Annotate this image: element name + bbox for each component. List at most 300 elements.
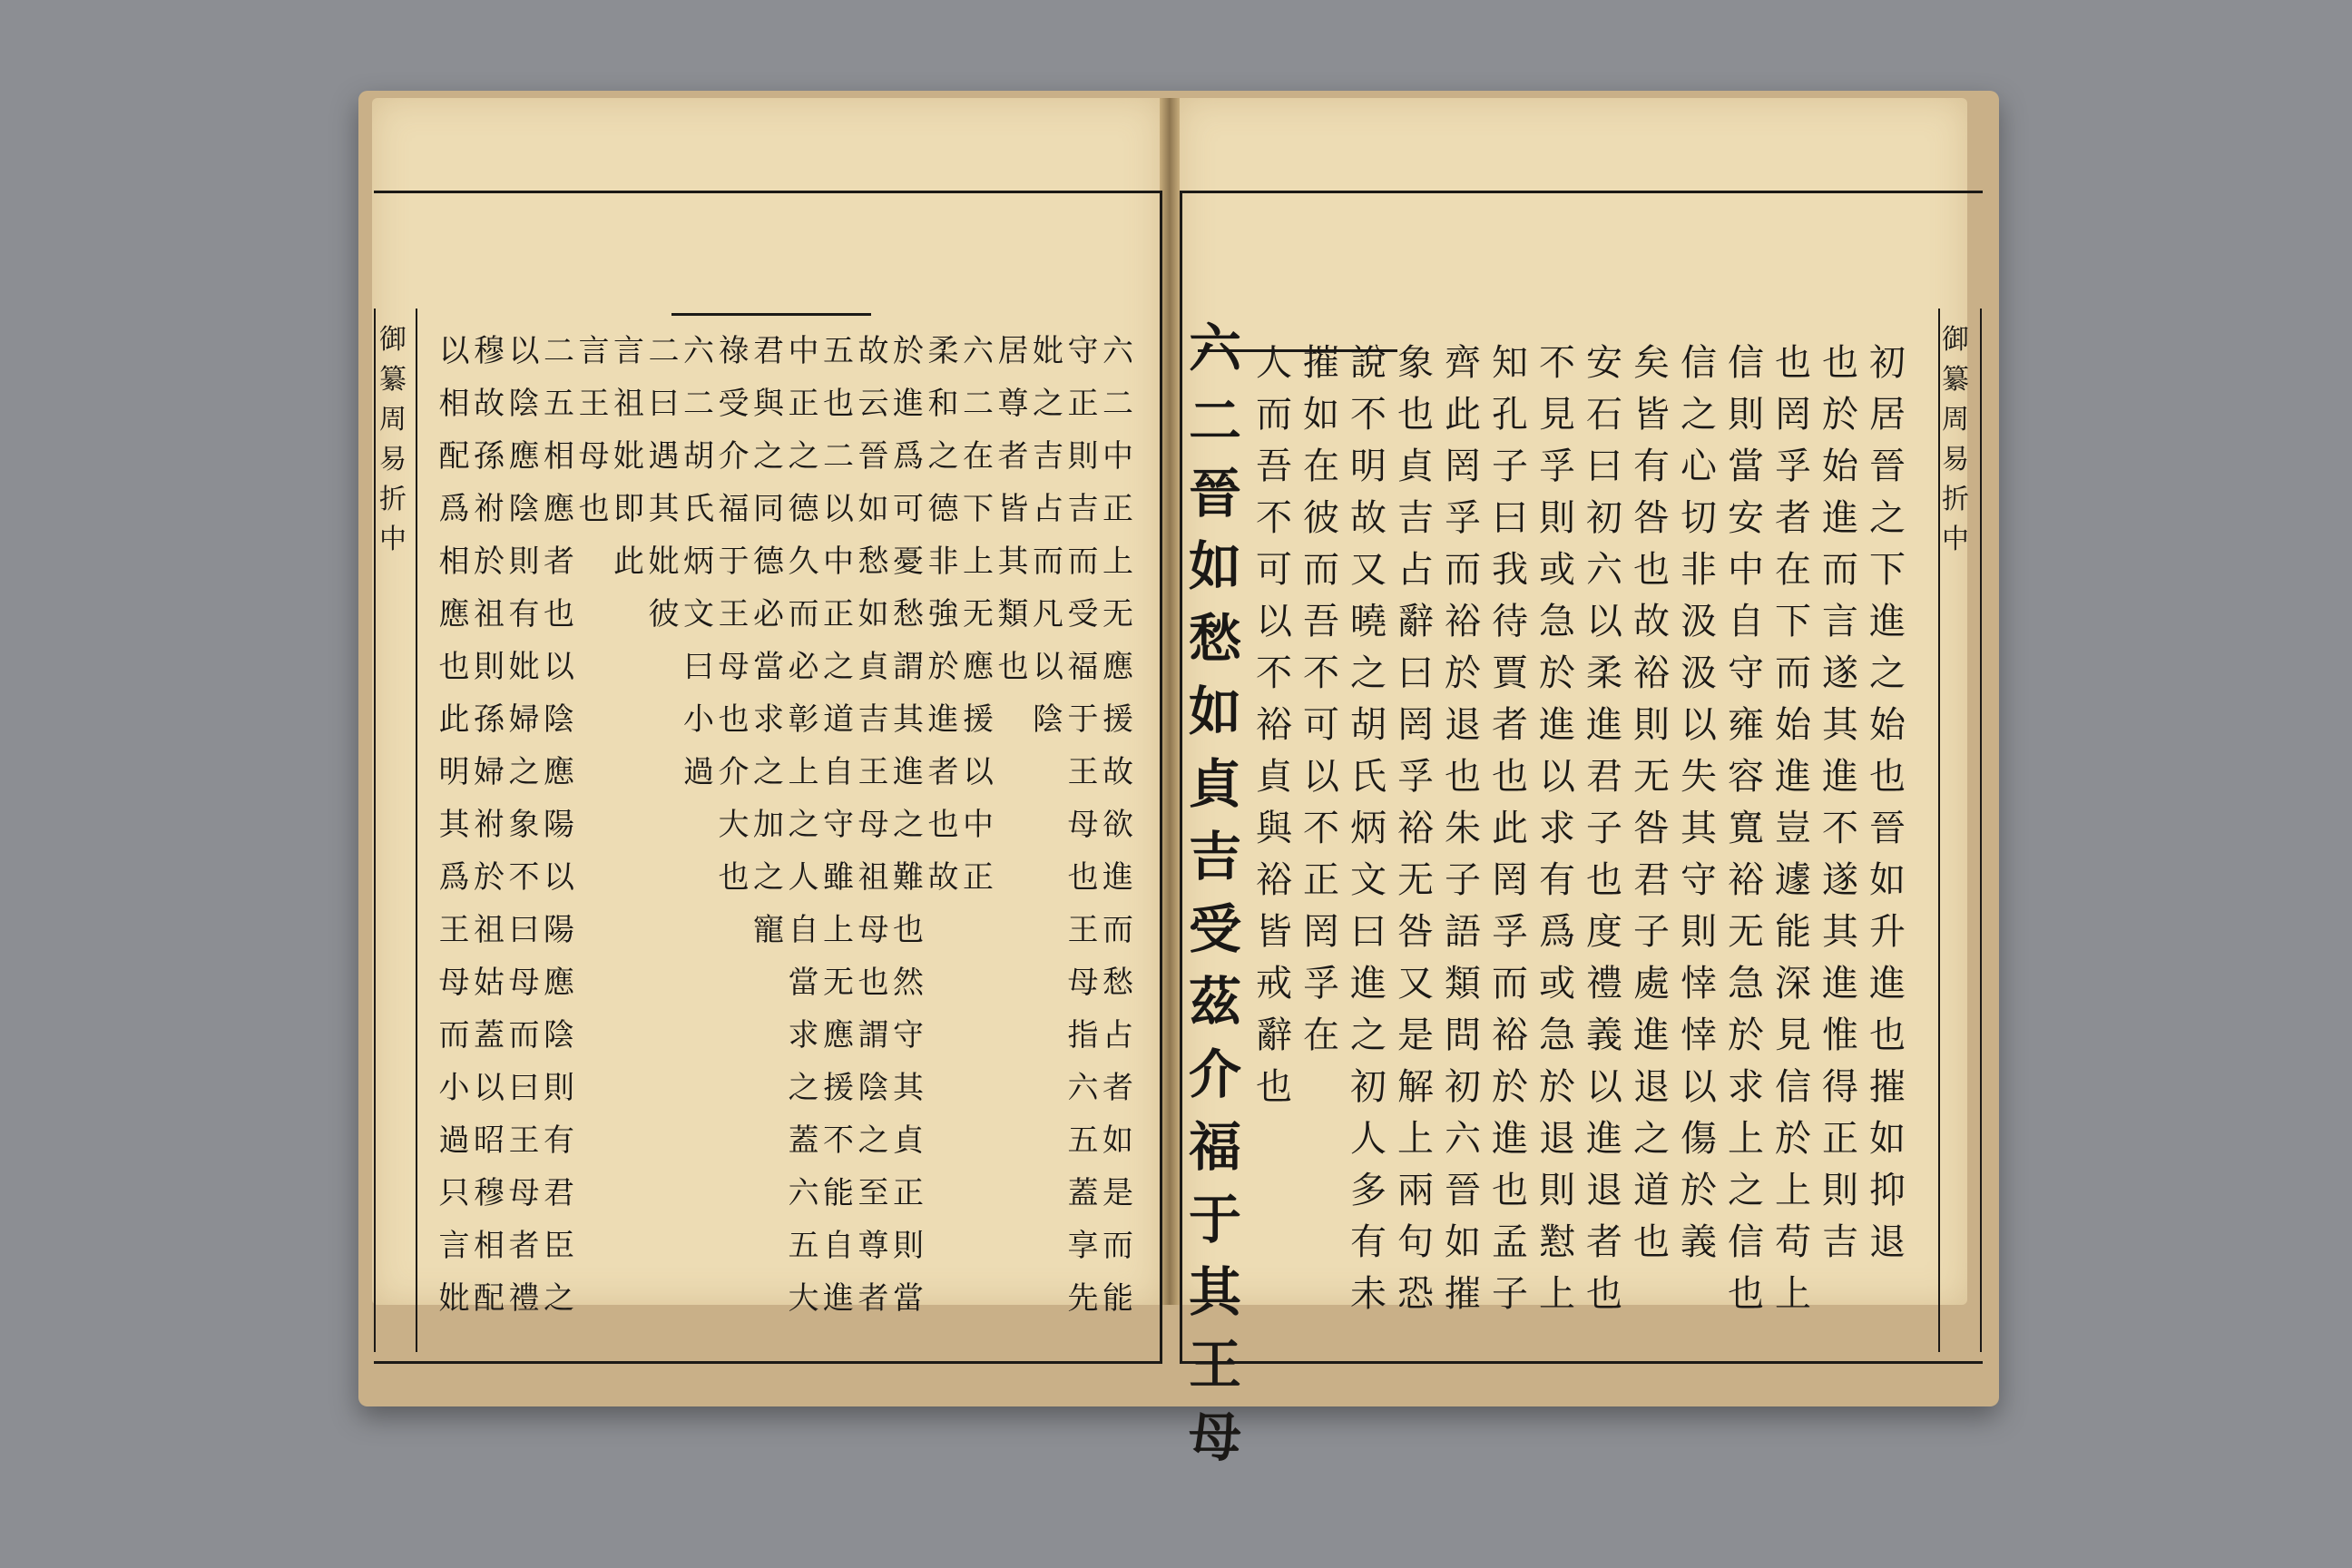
glyph: 咎 xyxy=(1633,497,1670,539)
glyph: 進 xyxy=(1822,756,1858,798)
glyph: 也 xyxy=(1492,756,1528,798)
glyph: 則 xyxy=(1633,704,1670,746)
glyph: 也 xyxy=(1586,1273,1622,1315)
glyph: 裕 xyxy=(1728,859,1764,901)
glyph: 初 xyxy=(1350,1066,1387,1108)
glyph: 自 xyxy=(1728,601,1764,642)
glyph: 者 xyxy=(927,754,959,790)
glyph: 子 xyxy=(1445,859,1481,901)
glyph: 退 xyxy=(1869,1221,1906,1263)
glyph: 母 xyxy=(1067,965,1099,1001)
glyph: 如 xyxy=(1445,1221,1481,1263)
glyph: 安 xyxy=(1586,342,1622,384)
glyph: 咎 xyxy=(1397,911,1434,953)
glyph: 祖 xyxy=(474,912,505,948)
glyph: 吉 xyxy=(1397,497,1434,539)
left-text-column xyxy=(648,333,680,652)
glyph: 子 xyxy=(1492,446,1528,487)
glyph: 上 xyxy=(788,754,819,790)
glyph: 信 xyxy=(1728,342,1764,384)
glyph: 之 xyxy=(788,807,819,843)
glyph: 又 xyxy=(1350,549,1387,591)
glyph: 正 xyxy=(1303,859,1339,901)
glyph: 母 xyxy=(1067,807,1099,843)
glyph: 只 xyxy=(438,1175,470,1211)
left-text-column xyxy=(788,333,819,1336)
glyph: 而 xyxy=(508,1017,540,1054)
glyph: 當 xyxy=(753,649,784,685)
glyph: 不 xyxy=(508,859,540,896)
glyph: 如 xyxy=(1102,1122,1133,1159)
glyph: 以 xyxy=(1586,601,1622,642)
glyph: 受 xyxy=(1189,898,1242,960)
glyph: 如 xyxy=(1189,681,1242,742)
glyph: 上 xyxy=(823,912,854,948)
glyph: 晉 xyxy=(1869,808,1906,849)
glyph: 曉 xyxy=(1350,601,1387,642)
glyph: 柔 xyxy=(927,333,959,369)
glyph: 故 xyxy=(474,386,505,422)
glyph: 必 xyxy=(788,649,819,685)
glyph: 正 xyxy=(1822,1118,1858,1160)
glyph: 久 xyxy=(788,544,819,580)
glyph: 不 xyxy=(1539,342,1575,384)
glyph: 賈 xyxy=(1492,652,1528,694)
right-text-column xyxy=(1728,342,1764,1328)
glyph: 五 xyxy=(544,386,574,422)
glyph: 穆 xyxy=(474,333,505,369)
left-text-column xyxy=(963,333,994,915)
glyph: 於 xyxy=(1539,652,1575,694)
glyph: 應 xyxy=(544,754,574,790)
glyph: 柔 xyxy=(1586,652,1622,694)
glyph: 退 xyxy=(1445,704,1481,746)
glyph: 義 xyxy=(1586,1014,1622,1056)
glyph: 以 xyxy=(823,491,854,527)
glyph: 進 xyxy=(1586,1118,1622,1160)
glyph: 則 xyxy=(1681,911,1717,953)
glyph: 而 xyxy=(1067,544,1099,580)
glyph: 陽 xyxy=(544,807,574,843)
glyph: 之 xyxy=(508,754,540,790)
glyph: 則 xyxy=(893,1228,924,1264)
glyph: 皆 xyxy=(1633,394,1670,436)
glyph: 文 xyxy=(683,596,714,632)
glyph: 王 xyxy=(438,912,470,948)
glyph: 也 xyxy=(1397,394,1434,436)
glyph: 六 xyxy=(1102,333,1133,369)
glyph: 援 xyxy=(823,1070,854,1106)
glyph: 王 xyxy=(1189,1334,1242,1396)
glyph: 上 xyxy=(1775,1170,1811,1211)
glyph: 姑 xyxy=(474,965,505,1001)
glyph: 求 xyxy=(753,701,784,738)
glyph: 退 xyxy=(1539,1118,1575,1160)
glyph: 始 xyxy=(1822,446,1858,487)
glyph: 王 xyxy=(858,754,889,790)
glyph: 摧 xyxy=(1869,1066,1906,1108)
glyph: 句 xyxy=(1397,1221,1434,1263)
glyph: 進 xyxy=(1869,963,1906,1004)
glyph: 言 xyxy=(578,333,610,369)
glyph: 二 xyxy=(648,333,680,369)
left-text-column xyxy=(718,333,750,915)
glyph: 指 xyxy=(1067,1017,1099,1054)
glyph: 妣 xyxy=(438,1280,470,1317)
right-text-column xyxy=(1350,342,1387,1328)
glyph: 過 xyxy=(683,754,714,790)
glyph: 王 xyxy=(1067,912,1099,948)
glyph: 也 xyxy=(858,965,889,1001)
glyph: 大 xyxy=(718,807,750,843)
glyph: 六 xyxy=(1586,549,1622,591)
glyph: 象 xyxy=(1397,342,1434,384)
glyph: 汲 xyxy=(1681,652,1717,694)
glyph: 愁 xyxy=(893,596,924,632)
glyph: 上 xyxy=(1728,1118,1764,1160)
glyph: 王 xyxy=(508,1122,540,1159)
glyph: 祔 xyxy=(474,491,505,527)
glyph: 云 xyxy=(858,386,889,422)
left-top-rule xyxy=(671,313,871,316)
glyph: 也 xyxy=(823,386,854,422)
glyph: 尊 xyxy=(997,386,1029,422)
glyph: 之 xyxy=(753,754,784,790)
glyph: 不 xyxy=(823,1122,854,1159)
glyph: 其 xyxy=(1189,1261,1242,1323)
glyph: 二 xyxy=(963,386,994,422)
glyph: 問 xyxy=(1445,1014,1481,1056)
glyph: 以 xyxy=(474,1070,505,1106)
glyph: 者 xyxy=(1102,1070,1133,1106)
glyph: 孚 xyxy=(1539,446,1575,487)
glyph: 退 xyxy=(1633,1066,1670,1108)
glyph: 德 xyxy=(927,491,959,527)
glyph: 六 xyxy=(788,1175,819,1211)
glyph: 配 xyxy=(438,438,470,475)
glyph: 寵 xyxy=(753,912,784,948)
glyph: 者 xyxy=(1586,1221,1622,1263)
glyph: 自 xyxy=(823,754,854,790)
glyph: 六 xyxy=(1445,1118,1481,1160)
glyph: 相 xyxy=(438,544,470,580)
glyph: 愁 xyxy=(1189,608,1242,670)
glyph: 裕 xyxy=(1397,808,1434,849)
glyph: 吉 xyxy=(1067,491,1099,527)
glyph: 孚 xyxy=(1775,446,1811,487)
glyph: 有 xyxy=(1539,859,1575,901)
glyph: 陰 xyxy=(508,386,540,422)
glyph: 升 xyxy=(1869,911,1906,953)
glyph: 而 xyxy=(1775,652,1811,694)
glyph: 母 xyxy=(508,1175,540,1211)
glyph: 爲 xyxy=(438,491,470,527)
glyph: 汲 xyxy=(1681,601,1717,642)
glyph: 於 xyxy=(1775,1118,1811,1160)
glyph: 晉 xyxy=(1445,1170,1481,1211)
right-text-column xyxy=(1822,342,1858,1276)
glyph: 母 xyxy=(578,438,610,475)
left-text-column xyxy=(508,333,540,1336)
glyph: 是 xyxy=(1102,1175,1133,1211)
glyph: 者 xyxy=(1492,704,1528,746)
glyph: 祖 xyxy=(474,596,505,632)
glyph: 辭 xyxy=(1397,601,1434,642)
left-text-column xyxy=(438,333,470,1336)
glyph: 自 xyxy=(788,912,819,948)
glyph: 爲 xyxy=(438,859,470,896)
glyph: 六 xyxy=(1067,1070,1099,1106)
glyph: 无 xyxy=(1728,911,1764,953)
glyph: 母 xyxy=(438,965,470,1001)
glyph: 蓋 xyxy=(474,1017,505,1054)
glyph: 曰 xyxy=(508,912,540,948)
glyph: 陰 xyxy=(544,1017,574,1054)
glyph: 陰 xyxy=(508,491,540,527)
glyph: 於 xyxy=(474,859,505,896)
right-text-column xyxy=(1681,342,1717,1276)
glyph: 進 xyxy=(1633,1014,1670,1056)
glyph: 信 xyxy=(1775,1066,1811,1108)
glyph: 罔 xyxy=(1445,446,1481,487)
glyph: 朱 xyxy=(1445,808,1481,849)
glyph: 婦 xyxy=(474,754,505,790)
glyph: 而 xyxy=(1033,544,1063,580)
glyph: 以 xyxy=(1033,649,1063,685)
glyph: 也 xyxy=(578,491,610,527)
glyph: 臣 xyxy=(544,1228,574,1264)
right-text-column xyxy=(1539,342,1575,1328)
glyph: 貞 xyxy=(1256,756,1292,798)
glyph: 孚 xyxy=(1492,911,1528,953)
glyph: 貞 xyxy=(1189,753,1242,815)
glyph: 君 xyxy=(544,1175,574,1211)
glyph: 如 xyxy=(858,491,889,527)
glyph: 應 xyxy=(823,1017,854,1054)
glyph: 福 xyxy=(718,491,750,527)
glyph: 言 xyxy=(613,333,644,369)
glyph: 裕 xyxy=(1256,859,1292,901)
glyph: 爲 xyxy=(893,438,924,475)
glyph: 初 xyxy=(1586,497,1622,539)
glyph: 應 xyxy=(544,491,574,527)
glyph: 之 xyxy=(823,649,854,685)
glyph: 下 xyxy=(963,491,994,527)
glyph: 易 xyxy=(379,444,407,475)
glyph: 小 xyxy=(438,1070,470,1106)
glyph: 曰 xyxy=(1397,652,1434,694)
glyph: 容 xyxy=(1728,756,1764,798)
glyph: 于 xyxy=(1189,1189,1242,1250)
glyph: 守 xyxy=(823,807,854,843)
glyph: 於 xyxy=(893,333,924,369)
glyph: 深 xyxy=(1775,963,1811,1004)
glyph: 以 xyxy=(1256,601,1292,642)
glyph: 於 xyxy=(1445,652,1481,694)
glyph: 類 xyxy=(1445,963,1481,1004)
glyph: 也 xyxy=(544,596,574,632)
glyph: 援 xyxy=(1102,701,1133,738)
glyph: 明 xyxy=(438,754,470,790)
glyph: 於 xyxy=(1539,1066,1575,1108)
glyph: 炳 xyxy=(1350,808,1387,849)
glyph: 如 xyxy=(1303,394,1339,436)
glyph: 於 xyxy=(1728,1014,1764,1056)
glyph: 穆 xyxy=(474,1175,505,1211)
glyph: 也 xyxy=(1869,756,1906,798)
glyph: 胡 xyxy=(1350,704,1387,746)
glyph: 昭 xyxy=(474,1122,505,1159)
glyph: 進 xyxy=(1822,963,1858,1004)
glyph: 待 xyxy=(1492,601,1528,642)
glyph: 又 xyxy=(1397,963,1434,1004)
glyph: 應 xyxy=(1102,649,1133,685)
glyph: 妣 xyxy=(613,438,644,475)
glyph: 相 xyxy=(544,438,574,475)
glyph: 同 xyxy=(753,491,784,527)
glyph: 以 xyxy=(438,333,470,369)
glyph: 君 xyxy=(1586,756,1622,798)
left-text-column xyxy=(1067,333,1099,1336)
glyph: 應 xyxy=(508,438,540,475)
glyph: 正 xyxy=(1102,491,1133,527)
glyph: 在 xyxy=(1775,549,1811,591)
glyph: 其 xyxy=(893,1070,924,1106)
glyph: 妣 xyxy=(648,544,680,580)
left-text-column xyxy=(613,333,644,599)
glyph: 氏 xyxy=(1350,756,1387,798)
glyph: 不 xyxy=(1350,394,1387,436)
glyph: 周 xyxy=(1942,404,1969,436)
glyph: 以 xyxy=(1681,1066,1717,1108)
glyph: 正 xyxy=(1067,386,1099,422)
right-text-column xyxy=(1633,342,1670,1276)
glyph: 周 xyxy=(379,404,407,436)
glyph: 能 xyxy=(823,1175,854,1211)
glyph: 我 xyxy=(1492,549,1528,591)
glyph: 中 xyxy=(788,333,819,369)
glyph: 進 xyxy=(927,701,959,738)
glyph: 應 xyxy=(544,965,574,1001)
glyph: 之 xyxy=(1350,1014,1387,1056)
glyph: 兩 xyxy=(1397,1170,1434,1211)
glyph: 无 xyxy=(1102,596,1133,632)
glyph: 母 xyxy=(858,807,889,843)
glyph: 也 xyxy=(1256,1066,1292,1108)
glyph: 晉 xyxy=(1189,463,1242,524)
glyph: 罔 xyxy=(1492,859,1528,901)
glyph: 上 xyxy=(1775,1273,1811,1315)
glyph: 正 xyxy=(823,596,854,632)
glyph: 愁 xyxy=(1102,965,1133,1001)
glyph: 與 xyxy=(1256,808,1292,849)
glyph: 孚 xyxy=(1303,963,1339,1004)
glyph: 之 xyxy=(1633,1118,1670,1160)
glyph: 君 xyxy=(1633,859,1670,901)
glyph: 孫 xyxy=(474,438,505,475)
glyph: 求 xyxy=(1728,1066,1764,1108)
glyph: 曰 xyxy=(508,1070,540,1106)
glyph: 吉 xyxy=(1822,1221,1858,1263)
glyph: 下 xyxy=(1775,601,1811,642)
glyph: 彼 xyxy=(1303,497,1339,539)
glyph: 中 xyxy=(1942,524,1969,555)
glyph: 即 xyxy=(613,491,644,527)
glyph: 折 xyxy=(1942,484,1969,515)
glyph: 易 xyxy=(1942,444,1969,475)
glyph: 和 xyxy=(927,386,959,422)
glyph: 其 xyxy=(438,807,470,843)
glyph: 其 xyxy=(997,544,1029,580)
glyph: 或 xyxy=(1539,549,1575,591)
glyph: 裕 xyxy=(1445,601,1481,642)
glyph: 則 xyxy=(1822,1170,1858,1211)
glyph: 彼 xyxy=(648,596,680,632)
glyph: 受 xyxy=(1067,596,1099,632)
glyph: 孚 xyxy=(1397,756,1434,798)
glyph: 道 xyxy=(1633,1170,1670,1211)
glyph: 裕 xyxy=(1492,1014,1528,1056)
glyph: 大 xyxy=(788,1280,819,1317)
glyph: 其 xyxy=(1822,704,1858,746)
glyph: 始 xyxy=(1775,704,1811,746)
glyph: 齊 xyxy=(1445,342,1481,384)
glyph: 福 xyxy=(1067,649,1099,685)
glyph: 急 xyxy=(1539,601,1575,642)
glyph: 此 xyxy=(613,544,644,580)
glyph: 占 xyxy=(1397,549,1434,591)
glyph: 也 xyxy=(1633,1221,1670,1263)
glyph: 二 xyxy=(1102,386,1133,422)
glyph: 故 xyxy=(927,859,959,896)
glyph: 則 xyxy=(508,544,540,580)
glyph: 二 xyxy=(823,438,854,475)
glyph: 石 xyxy=(1586,394,1622,436)
glyph: 則 xyxy=(1539,497,1575,539)
glyph: 遂 xyxy=(1822,652,1858,694)
glyph: 象 xyxy=(508,807,540,843)
glyph: 王 xyxy=(578,386,610,422)
glyph: 皆 xyxy=(997,491,1029,527)
left-text-column xyxy=(858,333,889,1336)
glyph: 之 xyxy=(753,859,784,896)
glyph: 多 xyxy=(1350,1170,1387,1211)
glyph: 中 xyxy=(1728,549,1764,591)
glyph: 吾 xyxy=(1256,446,1292,487)
glyph: 之 xyxy=(927,438,959,475)
glyph: 恐 xyxy=(1397,1273,1434,1315)
glyph: 居 xyxy=(997,333,1029,369)
glyph: 者 xyxy=(544,544,574,580)
glyph: 五 xyxy=(823,333,854,369)
glyph: 於 xyxy=(1822,394,1858,436)
glyph: 雍 xyxy=(1728,704,1764,746)
glyph: 母 xyxy=(508,965,540,1001)
glyph: 援 xyxy=(963,701,994,738)
glyph: 進 xyxy=(893,386,924,422)
glyph: 見 xyxy=(1775,1014,1811,1056)
glyph: 不 xyxy=(1256,497,1292,539)
glyph: 心 xyxy=(1681,446,1717,487)
glyph: 可 xyxy=(1303,704,1339,746)
glyph: 而 xyxy=(1303,549,1339,591)
glyph: 胡 xyxy=(683,438,714,475)
glyph: 五 xyxy=(1067,1122,1099,1159)
glyph: 也 xyxy=(1775,342,1811,384)
glyph: 故 xyxy=(1633,601,1670,642)
glyph: 六 xyxy=(963,333,994,369)
glyph: 悻 xyxy=(1681,963,1717,1004)
